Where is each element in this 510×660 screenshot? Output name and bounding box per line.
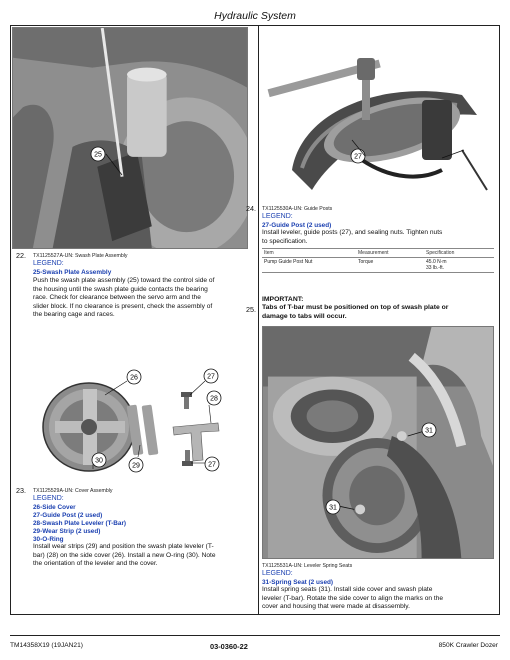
footer-rule	[10, 635, 500, 636]
text-line: Push the swash plate assembly (25) toward the control side of	[33, 277, 215, 284]
text-line: leveler (T-bar). Rotate the side cover to align the marks on the	[262, 594, 444, 602]
table-header-item: Item	[262, 249, 356, 258]
callout-27-label: 27	[354, 153, 362, 161]
step-22-caption: TX1125527A-UN: Swash Plate Assembly	[33, 253, 128, 259]
page-header-title: Hydraulic System	[214, 10, 296, 22]
legend-item-side-cover: 26-Side Cover	[33, 504, 76, 511]
step-25-caption: TX1125531A-UN: Leveler Spring Seats	[262, 563, 353, 569]
footer-page-number: 03-0360-22	[210, 642, 248, 651]
text-line: Install wear strips (29) and position the swash plate leveler (T-	[33, 543, 214, 550]
step-24-instructions	[262, 229, 492, 246]
legend-item-o-ring: 30-O-Ring	[33, 536, 64, 543]
fig4-callout-layer	[262, 326, 494, 559]
fig1-callout-layer	[12, 27, 248, 249]
important-label: IMPORTANT:	[262, 296, 304, 303]
text-line: Install leveler, guide posts (27), and sealing nuts. Tighten nuts	[262, 229, 443, 236]
fig2-callout-layer	[33, 365, 245, 480]
step-24-number: 24.	[246, 204, 256, 213]
callout-25-label: 25	[94, 151, 102, 159]
text-line: cover and housing that were made at disassembly.	[262, 603, 410, 611]
table-header-row	[262, 249, 494, 258]
step-24-caption: TX1125530A-UN: Guide Posts	[262, 206, 333, 212]
legend-item-guide-post: 27-Guide Post (2 used)	[33, 512, 103, 519]
text-line: Tabs of T-bar must be positioned on top of swash plate or	[262, 304, 449, 311]
step-25-number: 25.	[246, 305, 256, 314]
text-line: the bearing cage and races.	[33, 311, 115, 319]
callout-27-label: 27	[207, 373, 215, 381]
text-line: bar) (28) on the side cover (26). Install a new O-ring (30). Note	[33, 551, 216, 559]
fig3-callout-layer	[262, 40, 492, 200]
important-note	[262, 304, 494, 321]
callout-26-label: 26	[130, 374, 138, 382]
step-24-legend-heading: LEGEND:	[262, 213, 293, 220]
step-22-number: 22.	[16, 251, 26, 260]
column-divider	[258, 25, 259, 615]
callout-27b-label: 27	[208, 461, 216, 469]
step-23-instructions	[33, 543, 243, 569]
text-line: to specification.	[262, 237, 308, 245]
step-23-caption: TX1125529A-UN: Cover Assembly	[33, 488, 113, 494]
callout-30-label: 30	[95, 457, 103, 465]
spec-value-imperial: 33 lb.-ft.	[426, 265, 445, 271]
text-line: the orientation of the leveler and the cover.	[33, 560, 158, 568]
table-cell-item: Pump Guide Post Nut	[262, 258, 356, 273]
table-row	[262, 258, 494, 273]
step-25-legend-heading: LEGEND:	[262, 570, 293, 577]
legend-item-wear-strip: 29-Wear Strip (2 used)	[33, 528, 101, 535]
footer-document-id: TM14358X19 (19JAN21)	[10, 642, 83, 649]
step-23-legend-heading: LEGEND:	[33, 495, 64, 502]
legend-item-guide-post: 27-Guide Post (2 used)	[262, 222, 332, 229]
callout-31-label: 31	[425, 427, 433, 435]
callout-29-label: 29	[132, 462, 140, 470]
step-23-number: 23.	[16, 486, 26, 495]
legend-item-spring-seat: 31-Spring Seat (2 used)	[262, 579, 334, 586]
callout-28-label: 28	[210, 395, 218, 403]
table-cell-measurement: Torque	[356, 258, 424, 273]
text-line: slider block. If no clearance is present, check the assembly of	[33, 302, 213, 310]
callout-31b-label: 31	[329, 504, 337, 512]
text-line: the housing until the swash plate guide contacts the bearing	[33, 285, 208, 293]
table-cell-specification	[424, 258, 494, 273]
table-header-specification: Specification	[424, 249, 494, 258]
spec-value-metric: 45.0 N·m	[426, 259, 447, 265]
table-header-measurement: Measurement	[356, 249, 424, 258]
step-22-instructions	[33, 277, 243, 320]
legend-item-swash-plate-leveler: 28-Swash Plate Leveler (T-Bar)	[33, 520, 127, 527]
text-line: Install spring seats (31). Install side cover and swash plate	[262, 586, 433, 593]
legend-item-swash-plate-assembly: 25-Swash Plate Assembly	[33, 269, 112, 276]
step-25-instructions	[262, 586, 494, 612]
footer-product-name: 850K Crawler Dozer	[438, 642, 498, 649]
text-line: damage to tabs will occur.	[262, 312, 347, 320]
text-line: race. Check for clearance between the servo arm and the	[33, 294, 201, 302]
torque-spec-table	[262, 248, 494, 273]
step-22-legend-heading: LEGEND:	[33, 260, 64, 267]
